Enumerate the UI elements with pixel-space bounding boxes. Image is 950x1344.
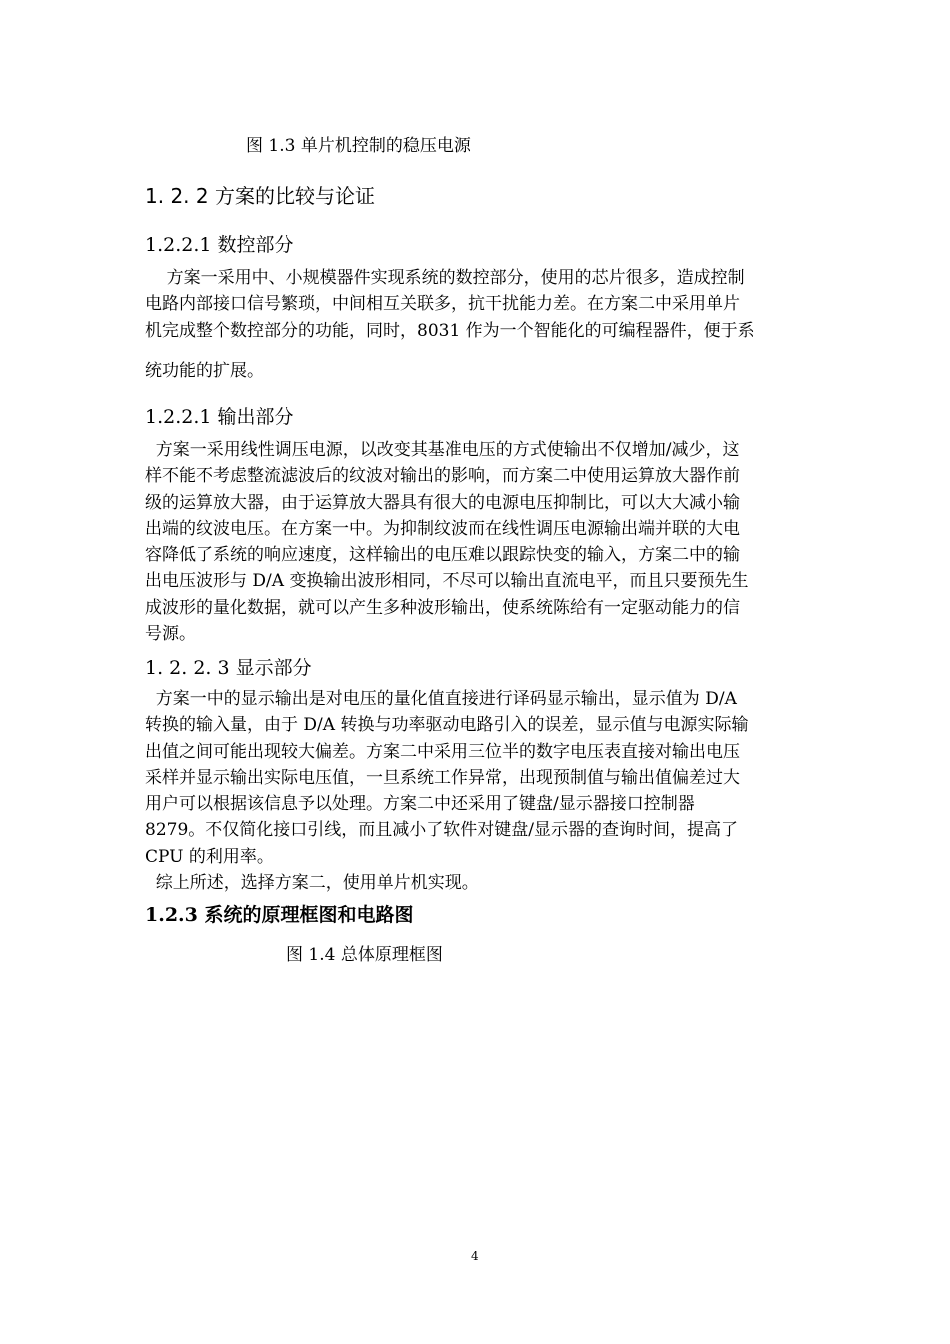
paragraph-line: 方案一采用中、小规模器件实现系统的数控部分，使用的芯片很多，造成控制 — [145, 268, 745, 288]
paragraph-line: 方案一中的显示输出是对电压的量化值直接进行译码显示输出，显示值为 D/A — [145, 689, 737, 709]
paragraph-line: 电路内部接口信号繁琐，中间相互关联多，抗干扰能力差。在方案二中采用单片 — [145, 294, 740, 315]
subsection-1-2-2-3-display-heading: 1. 2. 2. 3 显示部分 — [145, 657, 312, 679]
paragraph-line: 出端的纹波电压。在方案一中。为抑制纹波而在线性调压电源输出端并联的大电 — [145, 518, 740, 539]
subsection-1-2-2-1-digital-control-heading: 1.2.2.1 数控部分 — [145, 234, 294, 256]
section-1-2-3-heading: 1.2.3 系统的原理框图和电路图 — [145, 904, 414, 926]
output-paragraph — [145, 437, 807, 647]
subsection-output-heading: 1.2.2.1 输出部分 — [145, 406, 294, 428]
paragraph-line: 号源。 — [145, 624, 196, 645]
paragraph-line: 样不能不考虑整流滤波后的纹波对输出的影响，而方案二中使用运算放大器作前 — [145, 466, 740, 487]
paragraph-line: 容降低了系统的响应速度，这样输出的电压难以跟踪快变的输入，方案二中的输 — [145, 545, 740, 566]
paragraph-line: 出电压波形与 D/A 变换输出波形相同，不尽可以输出直流电平，而且只要预先生 — [145, 571, 749, 592]
paragraph-line: 方案一采用线性调压电源，以改变其基准电压的方式使输出不仅增加/减少，这 — [145, 440, 740, 460]
paragraph-line: 8279。不仅简化接口引线，而且减小了软件对键盘/显示器的查询时间，提高了 — [145, 820, 738, 841]
paragraph-line: 机完成整个数控部分的功能，同时，8031 作为一个智能化的可编程器件，便于系 — [145, 320, 755, 341]
paragraph-line: 级的运算放大器，由于运算放大器具有很大的电源电压抑制比，可以大大减小输 — [145, 492, 740, 513]
digital-control-paragraph — [145, 265, 807, 344]
page-number: 4 — [471, 1249, 479, 1263]
paragraph-line: 综上所述，选择方案二，使用单片机实现。 — [145, 873, 479, 894]
section-1-2-2-heading: 1. 2. 2 方案的比较与论证 — [145, 184, 375, 208]
paragraph-line: 采样并显示输出实际电压值，一旦系统工作异常，出现预制值与输出值偏差过大 — [145, 767, 740, 788]
paragraph-line: 成波形的量化数据，就可以产生多种波形输出，使系统陈给有一定驱动能力的信 — [145, 597, 740, 618]
paragraph-line: 统功能的扩展。 — [145, 361, 264, 381]
figure-1-3-caption: 图 1.3 单片机控制的稳压电源 — [246, 136, 471, 156]
figure-1-4-caption: 图 1.4 总体原理框图 — [286, 945, 443, 965]
display-paragraph — [145, 686, 807, 896]
paragraph-line: CPU 的利用率。 — [145, 846, 274, 867]
paragraph-line: 用户可以根据该信息予以处理。方案二中还采用了键盘/显示器接口控制器 — [145, 794, 695, 815]
paragraph-line: 转换的输入量，由于 D/A 转换与功率驱动电路引入的误差，显示值与电源实际输 — [145, 715, 749, 736]
paragraph-line: 出值之间可能出现较大偏差。方案二中采用三位半的数字电压表直接对输出电压 — [145, 741, 740, 762]
